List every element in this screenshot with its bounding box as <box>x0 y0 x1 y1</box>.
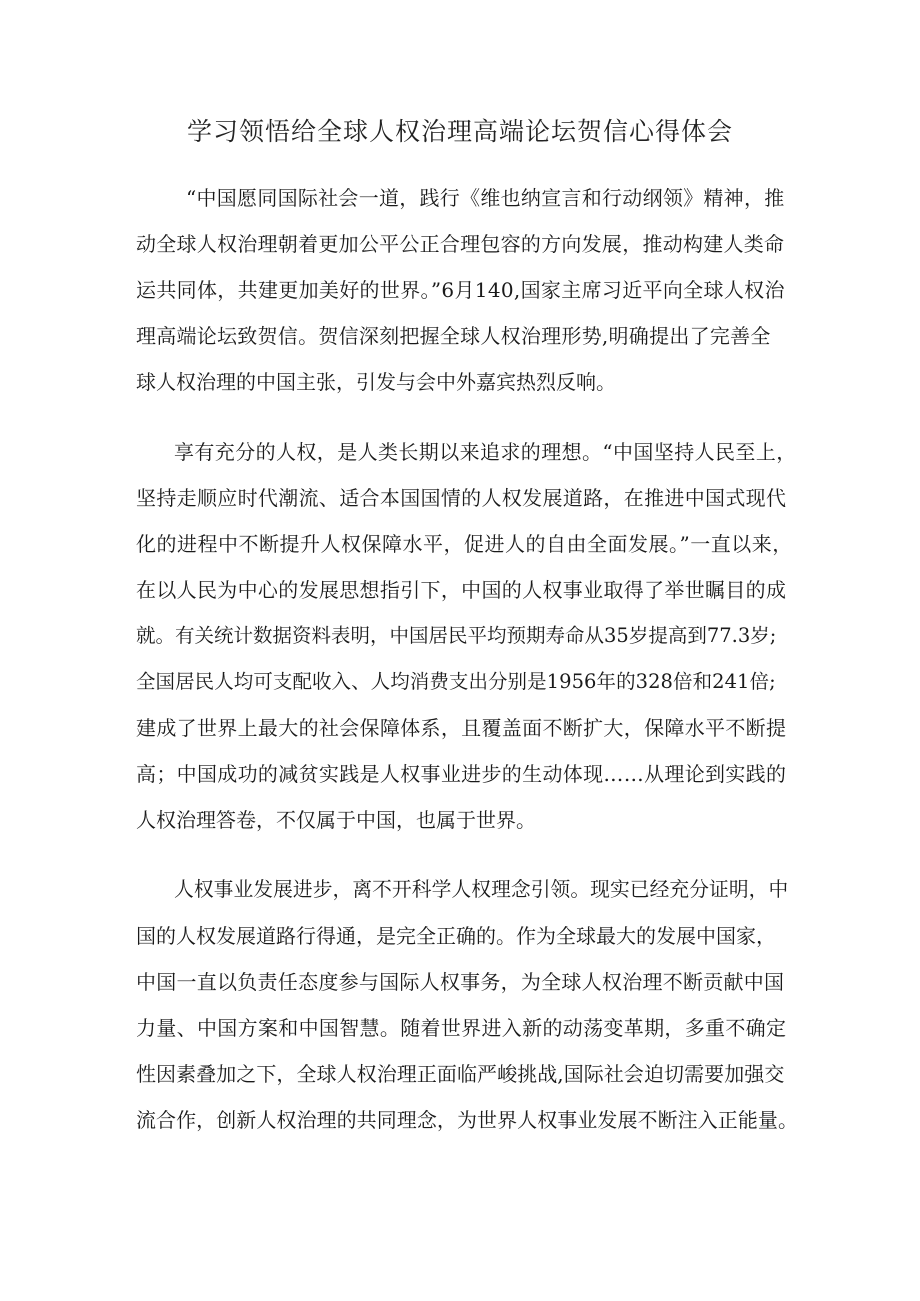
paragraph-line: 建成了世界上最大的社会保障体系，且覆盖面不断扩大，保障水平不断提 <box>136 716 787 740</box>
paragraph-line: 人权事业发展进步，离不开科学人权理念引领。现实已经充分证明，中 <box>174 878 789 901</box>
document-title: 学习领悟给全球人权治理高端论坛贺信心得体会 <box>186 117 733 146</box>
paragraph-line: “中国愿同国际社会一道，践行《维也纳宣言和行动纲领》精神，推 <box>186 186 785 210</box>
paragraph-line: 化的进程中不断提升人权保障水平，促进人的自由全面发展。”一直以来， <box>136 532 793 556</box>
paragraph-line: 享有充分的人权，是人类长期以来追求的理想。“中国坚持人民至上， <box>174 440 797 464</box>
paragraph-line: 中国一直以负责任态度参与国际人权事务，为全球人权治理不断贡献中国 <box>136 970 785 994</box>
paragraph-line: 动全球人权治理朝着更加公平公正合理包容的方向发展，推动构建人类命 <box>136 232 785 256</box>
paragraph-line: 流合作，创新人权治理的共同理念，为世界人权事业发展不断注入正能量。 <box>136 1108 799 1132</box>
paragraph-line: 运共同体，共建更加美好的世界。”6月140,国家主席习近平向全球人权治 <box>136 278 785 302</box>
paragraph-line: 球人权治理的中国主张，引发与会中外嘉宾热烈反响。 <box>136 370 616 394</box>
paragraph-line: 国的人权发展道路行得通，是完全正确的。作为全球最大的发展中国家， <box>136 924 776 948</box>
paragraph-line: 高；中国成功的减贫实践是人权事业进步的生动体现……从理论到实践的 <box>136 762 787 786</box>
paragraph-line: 在以人民为中心的发展思想指引下，中国的人权事业取得了举世瞩目的成 <box>136 578 787 602</box>
paragraph-line: 坚持走顺应时代潮流、适合本国国情的人权发展道路，在推进中国式现代 <box>136 486 787 510</box>
paragraph-line: 力量、中国方案和中国智慧。随着世界进入新的动荡变革期，多重不确定 <box>136 1016 787 1040</box>
paragraph-line: 人权治理答卷，不仅属于中国，也属于世界。 <box>136 808 536 832</box>
paragraph-line: 性因素叠加之下，全球人权治理正面临严峻挑战,国际社会迫切需要加强交 <box>136 1062 785 1086</box>
paragraph-line: 全国居民人均可支配收入、人均消费支出分别是1956年的328倍和241倍; <box>136 670 776 693</box>
paragraph-line: 就。有关统计数据资料表明，中国居民平均预期寿命从35岁提高到77.3岁; <box>136 624 777 647</box>
paragraph-line: 理高端论坛致贺信。贺信深刻把握全球人权治理形势,明确提出了完善全 <box>136 324 771 348</box>
